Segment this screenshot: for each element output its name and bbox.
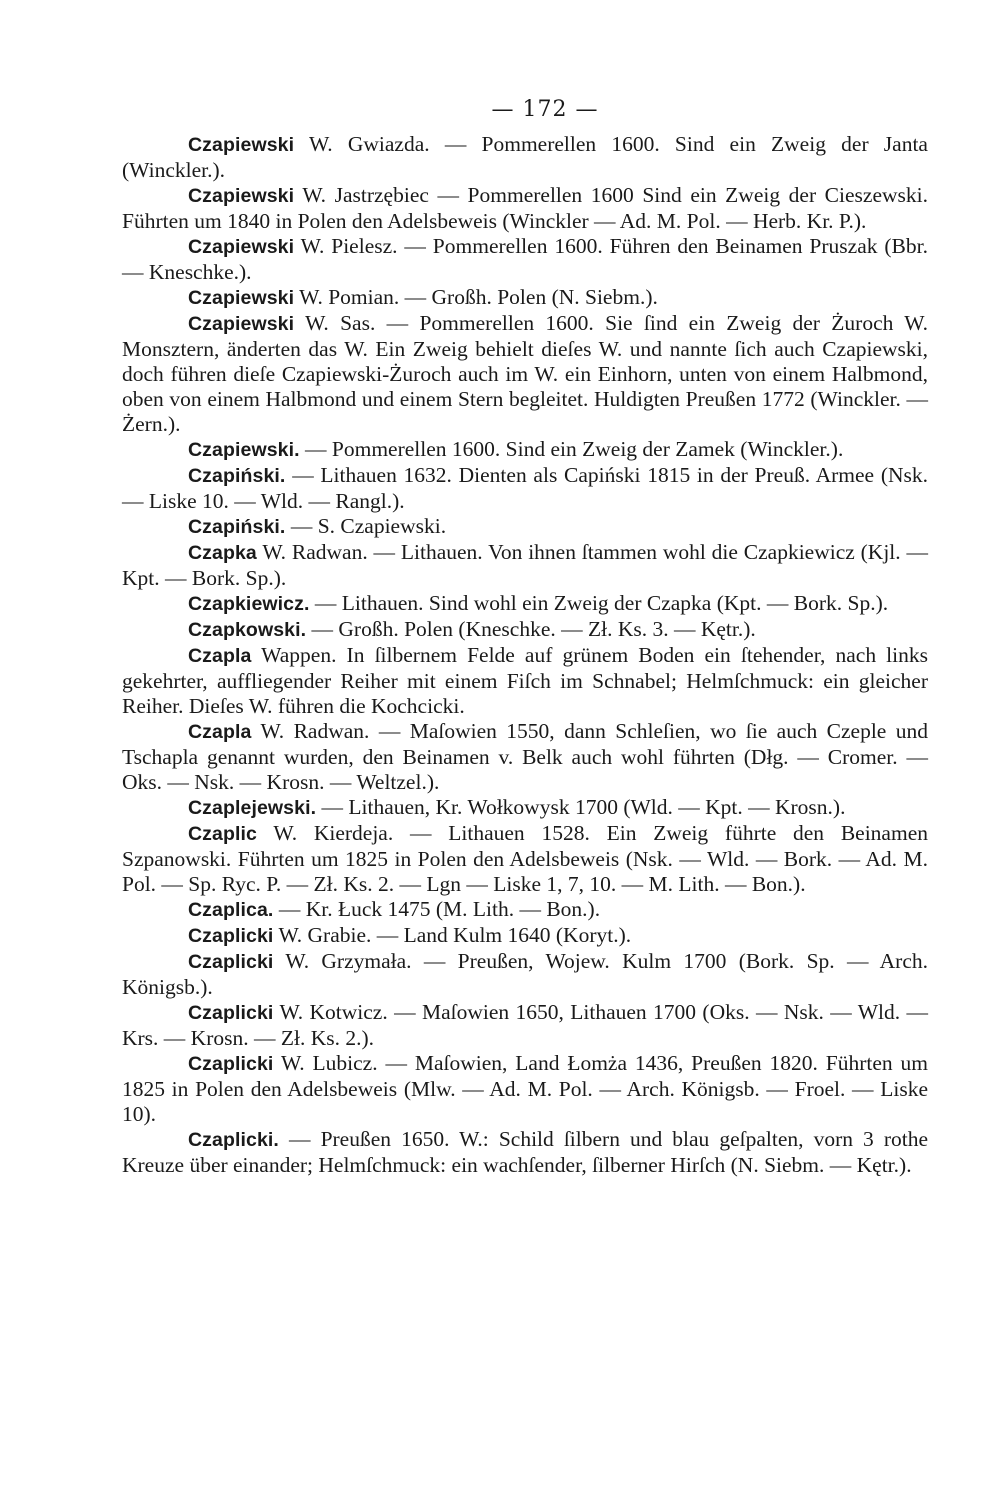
entry-text: — Pommerellen 1600. Sind ein Zweig der Zamek (Winckler.). bbox=[305, 437, 844, 461]
entry-text: W. Kierdeja. — Lithauen 1528. Ein Zweig führte den Beinamen Szpanowski. Führten um 1825 in Polen den Adelsbeweis (Nsk. — Wld. — Bork. — Ad. M. Pol. — Sp. Ryc. P. — Zł. Ks. 2. — Lgn — Liske 1, 7, 10. — M. Lith. — Bon.). bbox=[122, 821, 928, 896]
entry-text: W. Radwan. — Maſowien 1550, dann Schleſien, wo ſie auch Czeple und Tschapla genannt wurden, den Beinamen v. Belk auch wohl führten (Dłg. — Cromer. — Oks. — Nsk. — Krosn. — Weltzel.). bbox=[122, 719, 928, 794]
entry bbox=[122, 234, 928, 285]
entry-name: Czaplicki bbox=[188, 1053, 274, 1075]
entry bbox=[122, 463, 928, 514]
book-page bbox=[122, 88, 928, 1178]
entry-name: Czaplicki bbox=[188, 951, 274, 973]
entry-text: W. Jastrzębiec — Pommerellen 1600 Sind ein Zweig der Cieszewski. Führten um 1840 in Polen den Adelsbeweis (Winckler — Ad. M. Pol. — Herb. Kr. P.). bbox=[122, 183, 928, 233]
entry bbox=[122, 132, 928, 183]
entry-name: Czaplejewski. bbox=[188, 797, 317, 819]
entry bbox=[122, 540, 928, 591]
entry-text: W. Radwan. — Lithauen. Von ihnen ſtammen wohl die Czapkiewicz (Kjl. — Kpt. — Bork. Sp.). bbox=[122, 540, 928, 590]
entry-text: — S. Czapiewski. bbox=[290, 514, 447, 538]
entry bbox=[122, 795, 928, 821]
entry-text: W. Lubicz. — Maſowien, Land Łomża 1436, Preußen 1820. Führten um 1825 in Polen den Adelsbeweis (Mlw. — Ad. M. Pol. — Arch. Königsb. — Froel. — Liske 10). bbox=[122, 1051, 928, 1126]
entry-name: Czapiewski bbox=[188, 236, 295, 258]
entry-text: — Großh. Polen (Kneschke. — Zł. Ks. 3. — Kętr.). bbox=[311, 617, 756, 641]
entry-name: Czaplicki bbox=[188, 1002, 274, 1024]
entry-name: Czapiewski. bbox=[188, 439, 300, 461]
entry-name: Czapiewski bbox=[188, 313, 295, 335]
entry-name: Czapkowski. bbox=[188, 619, 307, 641]
entry bbox=[122, 285, 928, 311]
entry-text: W. Sas. — Pommerellen 1600. Sie ſind ein Zweig der Żuroch W. Monsztern, änderten das W. Ein Zweig behielt dieſes W. und nannte ſich auch Czapiewski, doch führen dieſe Czapiewski-Żuroch auch im W. ein Einhorn, unten von einem Halbmond, oben von einem Halbmond und einem Stern begleitet. Huldigten Preußen 1772 (Winckler. — Żern.). bbox=[122, 311, 928, 436]
entry-text: W. Pomian. — Großh. Polen (N. Siebm.). bbox=[299, 285, 658, 309]
entry bbox=[122, 1127, 928, 1178]
entry bbox=[122, 1000, 928, 1051]
entry-text: W. Grzymała. — Preußen, Wojew. Kulm 1700 (Bork. Sp. — Arch. Königsb.). bbox=[122, 949, 928, 999]
entry bbox=[122, 1051, 928, 1127]
entry-name: Czapkiewicz. bbox=[188, 593, 310, 615]
entry bbox=[122, 949, 928, 1000]
entry-name: Czapiński. bbox=[188, 465, 286, 487]
entry bbox=[122, 897, 928, 923]
entry bbox=[122, 923, 928, 949]
entry-name: Czapiński. bbox=[188, 516, 286, 538]
page-number: — 172 — bbox=[491, 97, 599, 122]
entry-list bbox=[122, 132, 928, 1178]
entry-name: Czaplica. bbox=[188, 899, 274, 921]
entry-text: — Lithauen 1632. Dienten als Capiński 1815 in der Preuß. Armee (Nsk. — Liske 10. — Wld. — Rangl.). bbox=[122, 463, 928, 513]
entry-text: — Kr. Łuck 1475 (M. Lith. — Bon.). bbox=[278, 897, 601, 921]
entry-text: W. Grabie. — Land Kulm 1640 (Koryt.). bbox=[278, 923, 632, 947]
entry-text: — Lithauen. Sind wohl ein Zweig der Czapka (Kpt. — Bork. Sp.). bbox=[314, 591, 889, 615]
entry-name: Czapiewski bbox=[188, 134, 295, 156]
entry-text: W. Kotwicz. — Maſowien 1650, Lithauen 1700 (Oks. — Nsk. — Wld. — Krs. — Krosn. — Zł. Ks. 2.). bbox=[122, 1000, 928, 1050]
entry bbox=[122, 183, 928, 234]
entry-text: Wappen. In ſilbernem Felde auf grünem Boden ein ſtehender, nach links gekehrter, auffliegender Reiher mit einem Fiſch im Schnabel; Helmſchmuck: ein gleicher Reiher. Dieſes W. führen die Kochcicki. bbox=[122, 643, 928, 718]
entry-name: Czapla bbox=[188, 645, 252, 667]
entry-name: Czapiewski bbox=[188, 185, 295, 207]
entry-text: W. Pielesz. — Pommerellen 1600. Führen den Beinamen Pruszak (Bbr. — Kneschke.). bbox=[122, 234, 928, 284]
entry bbox=[122, 514, 928, 540]
entry bbox=[122, 719, 928, 795]
entry-name: Czaplicki bbox=[188, 925, 274, 947]
entry bbox=[122, 643, 928, 719]
entry bbox=[122, 617, 928, 643]
entry-name: Czaplicki. bbox=[188, 1129, 279, 1151]
entry-text: — Lithauen, Kr. Wołkowysk 1700 (Wld. — Kpt. — Krosn.). bbox=[321, 795, 846, 819]
entry-name: Czapka bbox=[188, 542, 257, 564]
entry bbox=[122, 591, 928, 617]
entry-text: W. Gwiazda. — Pommerellen 1600. Sind ein Zweig der Janta (Winckler.). bbox=[122, 132, 928, 182]
entry-name: Czapla bbox=[188, 721, 252, 743]
entry-name: Czaplic bbox=[188, 823, 257, 845]
entry-name: Czapiewski bbox=[188, 287, 295, 309]
entry bbox=[122, 311, 928, 437]
entry bbox=[122, 437, 928, 463]
entry-text: — Preußen 1650. W.: Schild ſilbern und blau geſpalten, vorn 3 rothe Kreuze über einander; Helmſchmuck: ein wachſender, ſilberner Hirſch (N. Siebm. — Kętr.). bbox=[122, 1127, 929, 1177]
entry bbox=[122, 821, 928, 897]
